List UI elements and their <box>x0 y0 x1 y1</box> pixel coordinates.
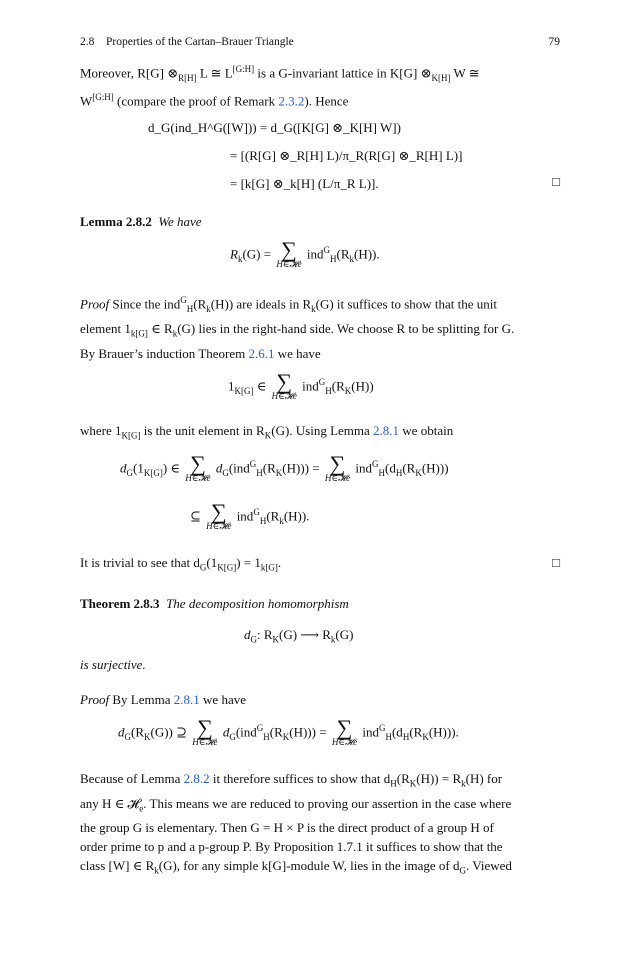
ref-link-2-3-2[interactable]: 2.3.2 <box>278 93 305 109</box>
sum-symbol: ∑ H∈𝓗e <box>192 714 218 747</box>
proof-label: Proof <box>80 296 110 312</box>
running-header <box>80 36 560 56</box>
eq1-line2: = [(R[G] ⊗_R[H] L)/π_R(R[G] ⊗_R[H] L)] <box>230 148 463 164</box>
proof-theorem-2-8-3: Proof By Lemma 2.8.1 we have <box>80 691 246 707</box>
proof2-equation: $d_G(R_K(G))$ ⊇ ∑ H∈𝓗e $d_G(ind^G_H(R_K(H)))$ = ∑ H∈𝓗e $ind^G_H(d_H(R_K(H)))$. <box>118 714 459 747</box>
lemma-2-8-2 <box>80 212 560 231</box>
qed-symbol: □ <box>552 555 560 571</box>
qed-symbol: □ <box>552 174 560 190</box>
eq1-line3: = [k[G] ⊗_k[H] (L/π_R L)]. <box>230 176 379 192</box>
ref-link-2-8-1[interactable]: 2.8.1 <box>173 691 200 707</box>
theorem-equation: $d_G$: $R_K(G)$ ⟶ $R_k(G)$ <box>244 626 354 645</box>
page-number: 79 <box>548 36 560 48</box>
header-section-number: 2.8 <box>80 36 95 48</box>
page <box>80 36 560 881</box>
paragraph-moreover: Moreover, R[G] $\otimes_{R[H]}$ L ≅ L[G:H] is a G-invariant lattice in K[G] $\otimes_{K[H]}$ W ≅ W[G:H] (compare the proof of Remark 2.3.2). Hence <box>80 64 480 109</box>
ref-link-2-8-1[interactable]: 2.8.1 <box>373 422 400 438</box>
paragraph-where: where $1_{K[G]}$ is the unit element in $R_K(G)$. Using Lemma 2.8.1 we obtain <box>80 422 454 441</box>
sum-symbol: ∑ H∈𝓗e <box>185 451 211 484</box>
proof-lemma-2-8-2: Proof Since the $ind^G_H(R_k(H))$ are ideals in $R_k(G)$ it suffices to show that the unit element $1_{k[G]}$ ∈ $R_k(G)$ lies in the right-hand side. We choose R to be splitting for G. By Brauer’s induction Theorem 2.6.1 we have <box>80 295 515 361</box>
lemma-label: Lemma 2.8.2 <box>80 214 152 230</box>
theorem-label: Theorem 2.8.3 <box>80 595 160 611</box>
theorem-2-8-3 <box>80 594 560 613</box>
eq3-line1: $d_G(1_{K[G]})$ ∈ ∑ H∈𝓗e $d_G(ind^G_H(R_K(H)))$ = ∑ H∈𝓗e $ind^G_H(d_H(R_K(H)))$ <box>120 451 449 484</box>
proof-label: Proof <box>80 691 110 707</box>
paragraph-trivial: It is trivial to see that $d_G(1_{K[G]}) = 1_{k[G]}$. □ <box>80 555 560 573</box>
sum-symbol: ∑ H∈𝓗e <box>206 499 232 532</box>
eq3-line2: ⊆ ∑ H∈𝓗e $ind^G_H(R_k(H))$. <box>190 499 310 532</box>
equation-block-1 <box>80 116 560 208</box>
header-title: Properties of the Cartan–Brauer Triangle <box>106 36 294 48</box>
lemma-statement: We have <box>158 214 202 230</box>
brauer-equation: $1_{K[G]}$ ∈ ∑ H∈𝓗e $ind^G_H(R_K(H))$ <box>228 368 374 401</box>
sum-symbol: ∑ H∈𝓗e <box>276 237 302 270</box>
sum-symbol: ∑ H∈𝓗e <box>324 451 351 484</box>
ref-link-2-8-2[interactable]: 2.8.2 <box>183 770 210 786</box>
sum-symbol: ∑ H∈𝓗e <box>271 368 297 401</box>
paragraph-because: Because of Lemma 2.8.2 it therefore suffices to show that $d_H(R_K(H)) = R_k(H)$ for any H ∈ 𝓗$_e$. This means we are reduced to proving our assertion in the case where the group G is elementary. Then G = H × P is the direct product of a group H of order prime to p and a p-group P. By Proposition 1.7.1 it suffices to show that the class [W] ∈ $R_k(G)$, for any simple k[G]-module W, lies in the image of $d_G$. Viewed <box>80 770 512 876</box>
theorem-conclusion: is surjective. <box>80 656 146 672</box>
theorem-statement: The decomposition homomorphism <box>166 595 349 611</box>
eq1-line1: d_G(ind_H^G([W])) = d_G([K[G] ⊗_K[H] W]) <box>148 120 401 136</box>
sum-symbol: ∑ H∈𝓗e <box>331 714 358 747</box>
ref-link-2-6-1[interactable]: 2.6.1 <box>248 345 275 361</box>
lemma-equation: $R_k(G)$ = ∑ H∈𝓗e $ind^G_H(R_k(H))$. <box>230 237 380 270</box>
